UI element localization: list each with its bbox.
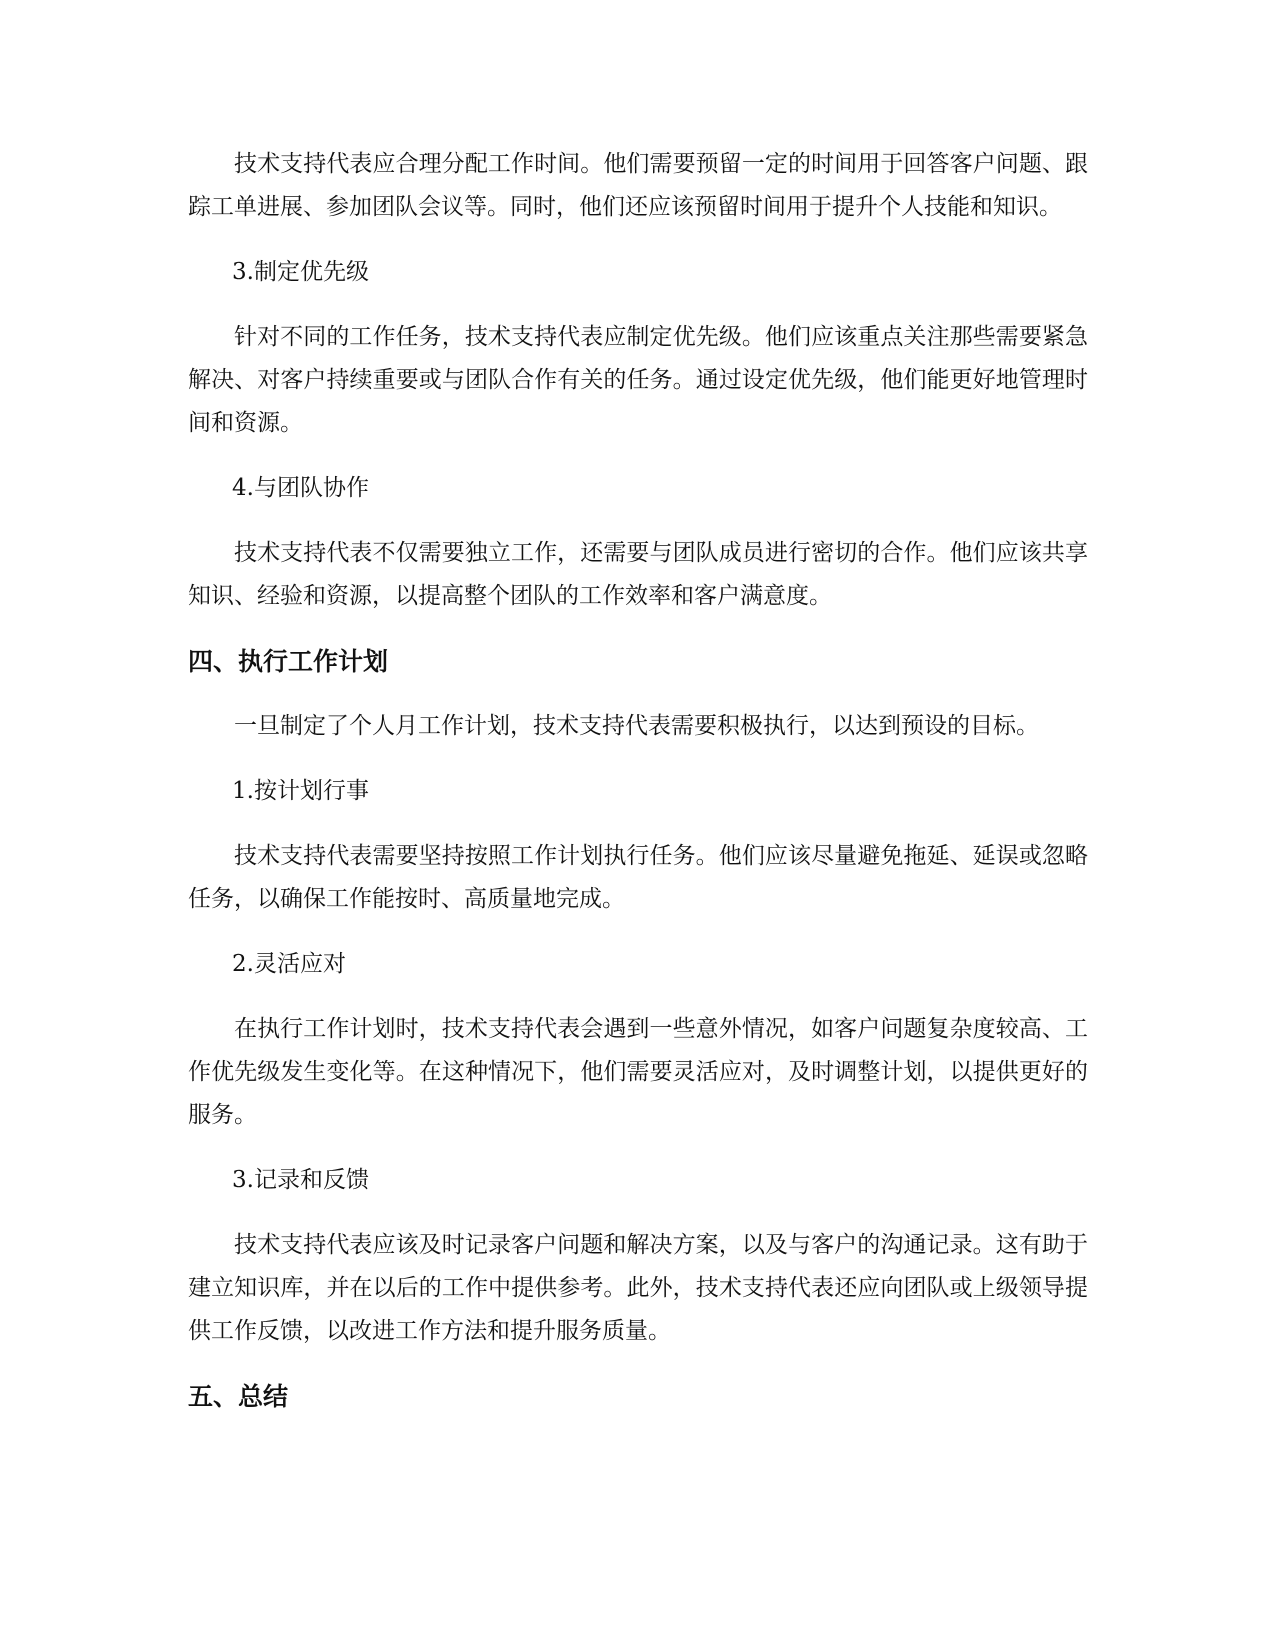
paragraph-execute-intro: 一旦制定了个人月工作计划，技术支持代表需要积极执行，以达到预设的目标。 xyxy=(234,713,1039,739)
paragraph-follow-plan: 技术支持代表需要坚持按照工作计划执行任务。他们应该尽量避免拖延、延误或忽略任务，以确保工作能按时、高质量地完成。 xyxy=(188,843,1088,912)
section-heading-execute-plan: 四、执行工作计划 xyxy=(188,647,389,676)
subheading-team-collaboration: 4.与团队协作 xyxy=(232,475,369,501)
subheading-record-feedback: 3.记录和反馈 xyxy=(232,1167,369,1193)
subheading-flexible-response: 2.灵活应对 xyxy=(232,951,346,977)
paragraph-flexible-response: 在执行工作计划时，技术支持代表会遇到一些意外情况，如客户问题复杂度较高、工作优先级发生变化等。在这种情况下，他们需要灵活应对，及时调整计划，以提供更好的服务。 xyxy=(188,1016,1088,1128)
subheading-set-priority: 3.制定优先级 xyxy=(232,259,369,285)
subheading-follow-plan: 1.按计划行事 xyxy=(232,778,369,804)
document-body xyxy=(188,143,1088,1440)
paragraph-collaboration: 技术支持代表不仅需要独立工作，还需要与团队成员进行密切的合作。他们应该共享知识、经验和资源，以提高整个团队的工作效率和客户满意度。 xyxy=(188,540,1088,609)
section-heading-summary: 五、总结 xyxy=(188,1382,289,1411)
paragraph-priority: 针对不同的工作任务，技术支持代表应制定优先级。他们应该重点关注那些需要紧急解决、对客户持续重要或与团队合作有关的任务。通过设定优先级，他们能更好地管理时间和资源。 xyxy=(188,324,1088,436)
paragraph-record-feedback: 技术支持代表应该及时记录客户问题和解决方案，以及与客户的沟通记录。这有助于建立知识库，并在以后的工作中提供参考。此外，技术支持代表还应向团队或上级领导提供工作反馈，以改进工作方法和提升服务质量。 xyxy=(188,1232,1088,1344)
paragraph-time-allocation: 技术支持代表应合理分配工作时间。他们需要预留一定的时间用于回答客户问题、跟踪工单进展、参加团队会议等。同时，他们还应该预留时间用于提升个人技能和知识。 xyxy=(188,151,1088,220)
